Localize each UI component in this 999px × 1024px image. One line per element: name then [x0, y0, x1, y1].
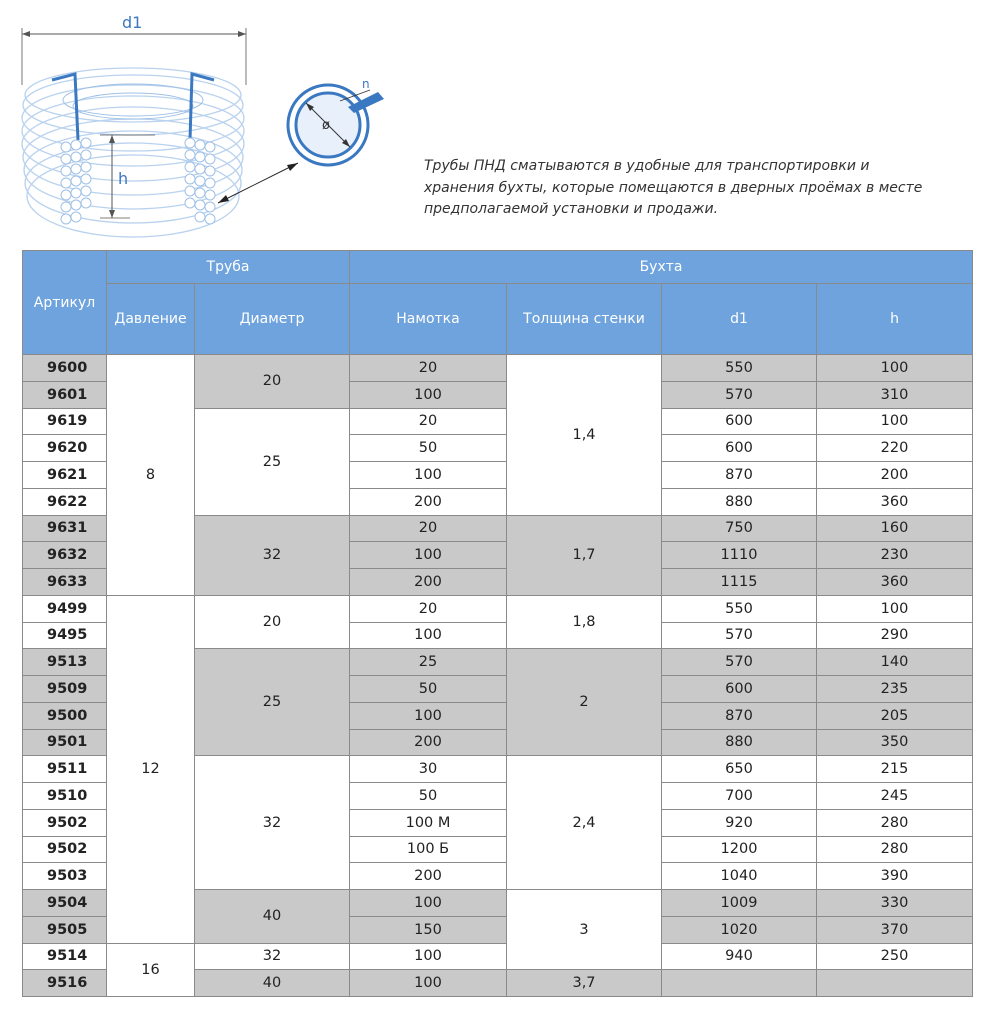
- winding-cell: 100: [350, 381, 507, 408]
- winding-cell: 25: [350, 649, 507, 676]
- d1-cell: 600: [662, 408, 817, 435]
- d1-cell: 1009: [662, 890, 817, 917]
- article-cell: 9631: [23, 515, 107, 542]
- article-cell: 9601: [23, 381, 107, 408]
- h-cell: 280: [817, 809, 973, 836]
- article-cell: 9516: [23, 970, 107, 997]
- article-cell: 9495: [23, 622, 107, 649]
- article-cell: 9504: [23, 890, 107, 917]
- article-cell: 9622: [23, 488, 107, 515]
- diameter-cell: 20: [195, 355, 350, 409]
- h-cell: 100: [817, 408, 973, 435]
- h-cell: 160: [817, 515, 973, 542]
- h-cell: 235: [817, 676, 973, 703]
- wall-thickness-cell: 1,4: [507, 355, 662, 516]
- article-cell: 9505: [23, 916, 107, 943]
- d1-cell: 700: [662, 783, 817, 810]
- d1-cell: 650: [662, 756, 817, 783]
- h-cell: [817, 970, 973, 997]
- d1-cell: 1200: [662, 836, 817, 863]
- pipe-section-detail: [288, 77, 384, 165]
- h-cell: 390: [817, 863, 973, 890]
- diameter-symbol: ø: [322, 118, 330, 133]
- header-wall-thickness: Толщина стенки: [507, 284, 662, 355]
- pipe-specifications-table: [22, 250, 973, 997]
- d1-cell: 1040: [662, 863, 817, 890]
- coil-description: [424, 156, 984, 221]
- d1-cell: 1020: [662, 916, 817, 943]
- diameter-cell: 32: [195, 756, 350, 890]
- pipe-coil-diagram: [0, 0, 420, 250]
- d1-cell: 550: [662, 595, 817, 622]
- d1-cell: 600: [662, 435, 817, 462]
- d1-cell: 880: [662, 488, 817, 515]
- h-cell: 200: [817, 462, 973, 489]
- header-diameter: Диаметр: [195, 284, 350, 355]
- winding-cell: 20: [350, 408, 507, 435]
- table-row: [23, 943, 973, 970]
- article-cell: 9500: [23, 702, 107, 729]
- article-cell: 9503: [23, 863, 107, 890]
- d1-label: d1: [122, 13, 143, 32]
- article-cell: 9513: [23, 649, 107, 676]
- d1-cell: 600: [662, 676, 817, 703]
- winding-cell: 100: [350, 702, 507, 729]
- h-label: h: [118, 169, 129, 188]
- d1-cell: [662, 970, 817, 997]
- h-cell: 230: [817, 542, 973, 569]
- d1-cell: 870: [662, 462, 817, 489]
- wall-thickness-symbol: n: [362, 77, 370, 91]
- header-coil-group: Бухта: [350, 251, 973, 284]
- caption-line: предполагаемой установки и продажи.: [424, 201, 719, 217]
- pressure-cell: 8: [107, 355, 195, 596]
- article-cell: 9620: [23, 435, 107, 462]
- h-cell: 370: [817, 916, 973, 943]
- wall-thickness-cell: 2,4: [507, 756, 662, 890]
- pressure-cell: 16: [107, 943, 195, 997]
- winding-cell: 100: [350, 890, 507, 917]
- wall-thickness-cell: 1,8: [507, 595, 662, 649]
- table-row: [23, 355, 973, 382]
- header-winding: Намотка: [350, 284, 507, 355]
- h-cell: 360: [817, 569, 973, 596]
- diameter-cell: 32: [195, 515, 350, 595]
- diameter-cell: 32: [195, 943, 350, 970]
- winding-cell: 100: [350, 622, 507, 649]
- article-cell: 9509: [23, 676, 107, 703]
- h-cell: 250: [817, 943, 973, 970]
- winding-cell: 50: [350, 783, 507, 810]
- article-cell: 9514: [23, 943, 107, 970]
- article-cell: 9502: [23, 809, 107, 836]
- wall-thickness-cell: 3: [507, 890, 662, 970]
- article-cell: 9621: [23, 462, 107, 489]
- h-cell: 220: [817, 435, 973, 462]
- diameter-cell: 20: [195, 595, 350, 649]
- table-row: [23, 595, 973, 622]
- h-cell: 140: [817, 649, 973, 676]
- diameter-cell: 25: [195, 649, 350, 756]
- header-h: h: [817, 284, 973, 355]
- winding-cell: 100: [350, 943, 507, 970]
- h-cell: 330: [817, 890, 973, 917]
- header-pipe-group: Труба: [107, 251, 350, 284]
- winding-cell: 20: [350, 515, 507, 542]
- d1-cell: 570: [662, 622, 817, 649]
- winding-cell: 200: [350, 863, 507, 890]
- winding-cell: 50: [350, 676, 507, 703]
- wall-thickness-cell: 3,7: [507, 970, 662, 997]
- d1-cell: 570: [662, 649, 817, 676]
- article-cell: 9510: [23, 783, 107, 810]
- diameter-cell: 40: [195, 890, 350, 944]
- article-cell: 9600: [23, 355, 107, 382]
- d1-cell: 880: [662, 729, 817, 756]
- winding-cell: 100 Б: [350, 836, 507, 863]
- h-cell: 100: [817, 595, 973, 622]
- article-cell: 9499: [23, 595, 107, 622]
- caption-line: хранения бухты, которые помещаются в дверных проёмах в месте: [424, 179, 923, 196]
- winding-cell: 200: [350, 488, 507, 515]
- diameter-cell: 40: [195, 970, 350, 997]
- winding-cell: 30: [350, 756, 507, 783]
- article-cell: 9633: [23, 569, 107, 596]
- article-cell: 9619: [23, 408, 107, 435]
- winding-cell: 200: [350, 729, 507, 756]
- h-cell: 245: [817, 783, 973, 810]
- h-cell: 360: [817, 488, 973, 515]
- winding-cell: 100 М: [350, 809, 507, 836]
- h-cell: 215: [817, 756, 973, 783]
- h-cell: 310: [817, 381, 973, 408]
- article-cell: 9502: [23, 836, 107, 863]
- d1-cell: 1110: [662, 542, 817, 569]
- header-pressure: Давление: [107, 284, 195, 355]
- winding-cell: 100: [350, 970, 507, 997]
- wall-thickness-cell: 2: [507, 649, 662, 756]
- d1-cell: 940: [662, 943, 817, 970]
- h-cell: 280: [817, 836, 973, 863]
- article-cell: 9501: [23, 729, 107, 756]
- header-d1: d1: [662, 284, 817, 355]
- d1-cell: 550: [662, 355, 817, 382]
- winding-cell: 100: [350, 542, 507, 569]
- diameter-cell: 25: [195, 408, 350, 515]
- article-cell: 9511: [23, 756, 107, 783]
- d1-cell: 870: [662, 702, 817, 729]
- h-cell: 350: [817, 729, 973, 756]
- header-article: Артикул: [23, 251, 107, 355]
- h-cell: 205: [817, 702, 973, 729]
- winding-cell: 100: [350, 462, 507, 489]
- winding-cell: 20: [350, 595, 507, 622]
- winding-cell: 20: [350, 355, 507, 382]
- pressure-cell: 12: [107, 595, 195, 943]
- d1-cell: 1115: [662, 569, 817, 596]
- d1-cell: 920: [662, 809, 817, 836]
- caption-line: Трубы ПНД сматываются в удобные для транспортировки и: [424, 158, 870, 174]
- wall-thickness-cell: 1,7: [507, 515, 662, 595]
- d1-cell: 750: [662, 515, 817, 542]
- article-cell: 9632: [23, 542, 107, 569]
- d1-cell: 570: [662, 381, 817, 408]
- h-cell: 290: [817, 622, 973, 649]
- winding-cell: 150: [350, 916, 507, 943]
- winding-cell: 200: [350, 569, 507, 596]
- winding-cell: 50: [350, 435, 507, 462]
- h-cell: 100: [817, 355, 973, 382]
